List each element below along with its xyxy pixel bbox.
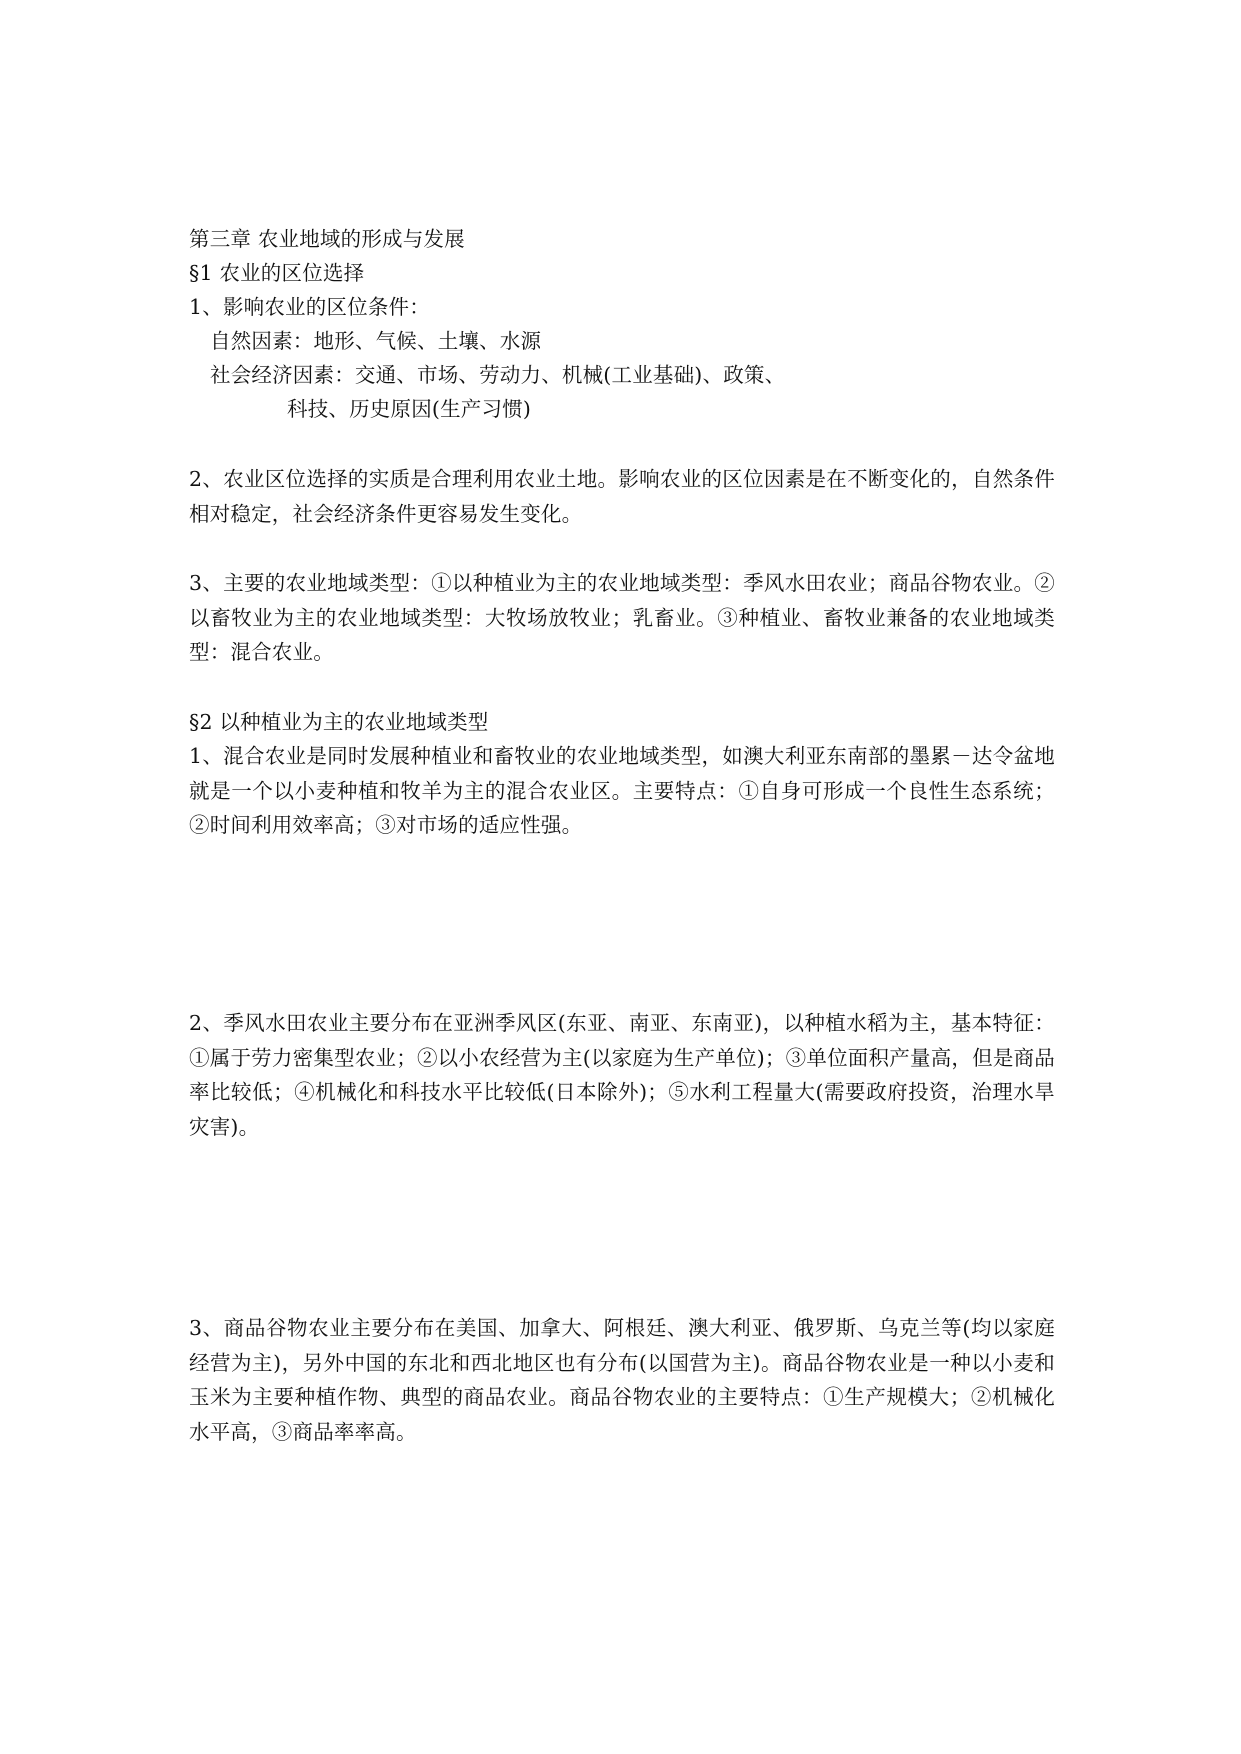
s1-social-factors-line1: 社会经济因素：交通、市场、劳动力、机械(工业基础)、政策、 [210,363,786,387]
section-2-heading: §2 以种植业为主的农业地域类型 [189,710,489,734]
s1-item1-heading: 1、影响农业的区位条件： [189,295,430,319]
s1-item3-paragraph: 3、主要的农业地域类型：①以种植业为主的农业地域类型：季风水田农业；商品谷物农业。②以畜牧业为主的农业地域类型：大牧场放牧业；乳畜业。③种植业、畜牧业兼备的农业地域类型：混合农业。 [189,571,1055,664]
s2-item1-paragraph: 1、混合农业是同时发展种植业和畜牧业的农业地域类型，如澳大利亚东南部的墨累－达令盆地就是一个以小麦种植和牧羊为主的混合农业区。主要特点：①自身可形成一个良性生态系统；②时间利用效率高；③对市场的适应性强。 [189,744,1055,837]
s1-social-factors-line2: 科技、历史原因(生产习惯) [287,397,532,421]
chapter-title: 第三章 农业地域的形成与发展 [189,227,465,251]
s1-item2-paragraph: 2、农业区位选择的实质是合理利用农业土地。影响农业的区位因素是在不断变化的，自然条件相对稳定，社会经济条件更容易发生变化。 [189,467,1055,526]
section-1-heading: §1 农业的区位选择 [189,261,365,285]
s1-natural-factors: 自然因素：地形、气候、土壤、水源 [210,329,542,353]
s2-item3-paragraph: 3、商品谷物农业主要分布在美国、加拿大、阿根廷、澳大利亚、俄罗斯、乌克兰等(均以家庭经营为主)，另外中国的东北和西北地区也有分布(以国营为主)。商品谷物农业是一种以小麦和玉米为主要种植作物、典型的商品农业。商品谷物农业的主要特点：①生产规模大；②机械化水平高，③商品率率高。 [189,1316,1055,1444]
s2-item2-paragraph: 2、季风水田农业主要分布在亚洲季风区(东亚、南亚、东南亚)，以种植水稻为主，基本特征：①属于劳力密集型农业；②以小农经营为主(以家庭为生产单位)；③单位面积产量高，但是商品率比较低；④机械化和科技水平比较低(日本除外)；⑤水利工程量大(需要政府投资，治理水旱灾害)。 [189,1011,1055,1139]
